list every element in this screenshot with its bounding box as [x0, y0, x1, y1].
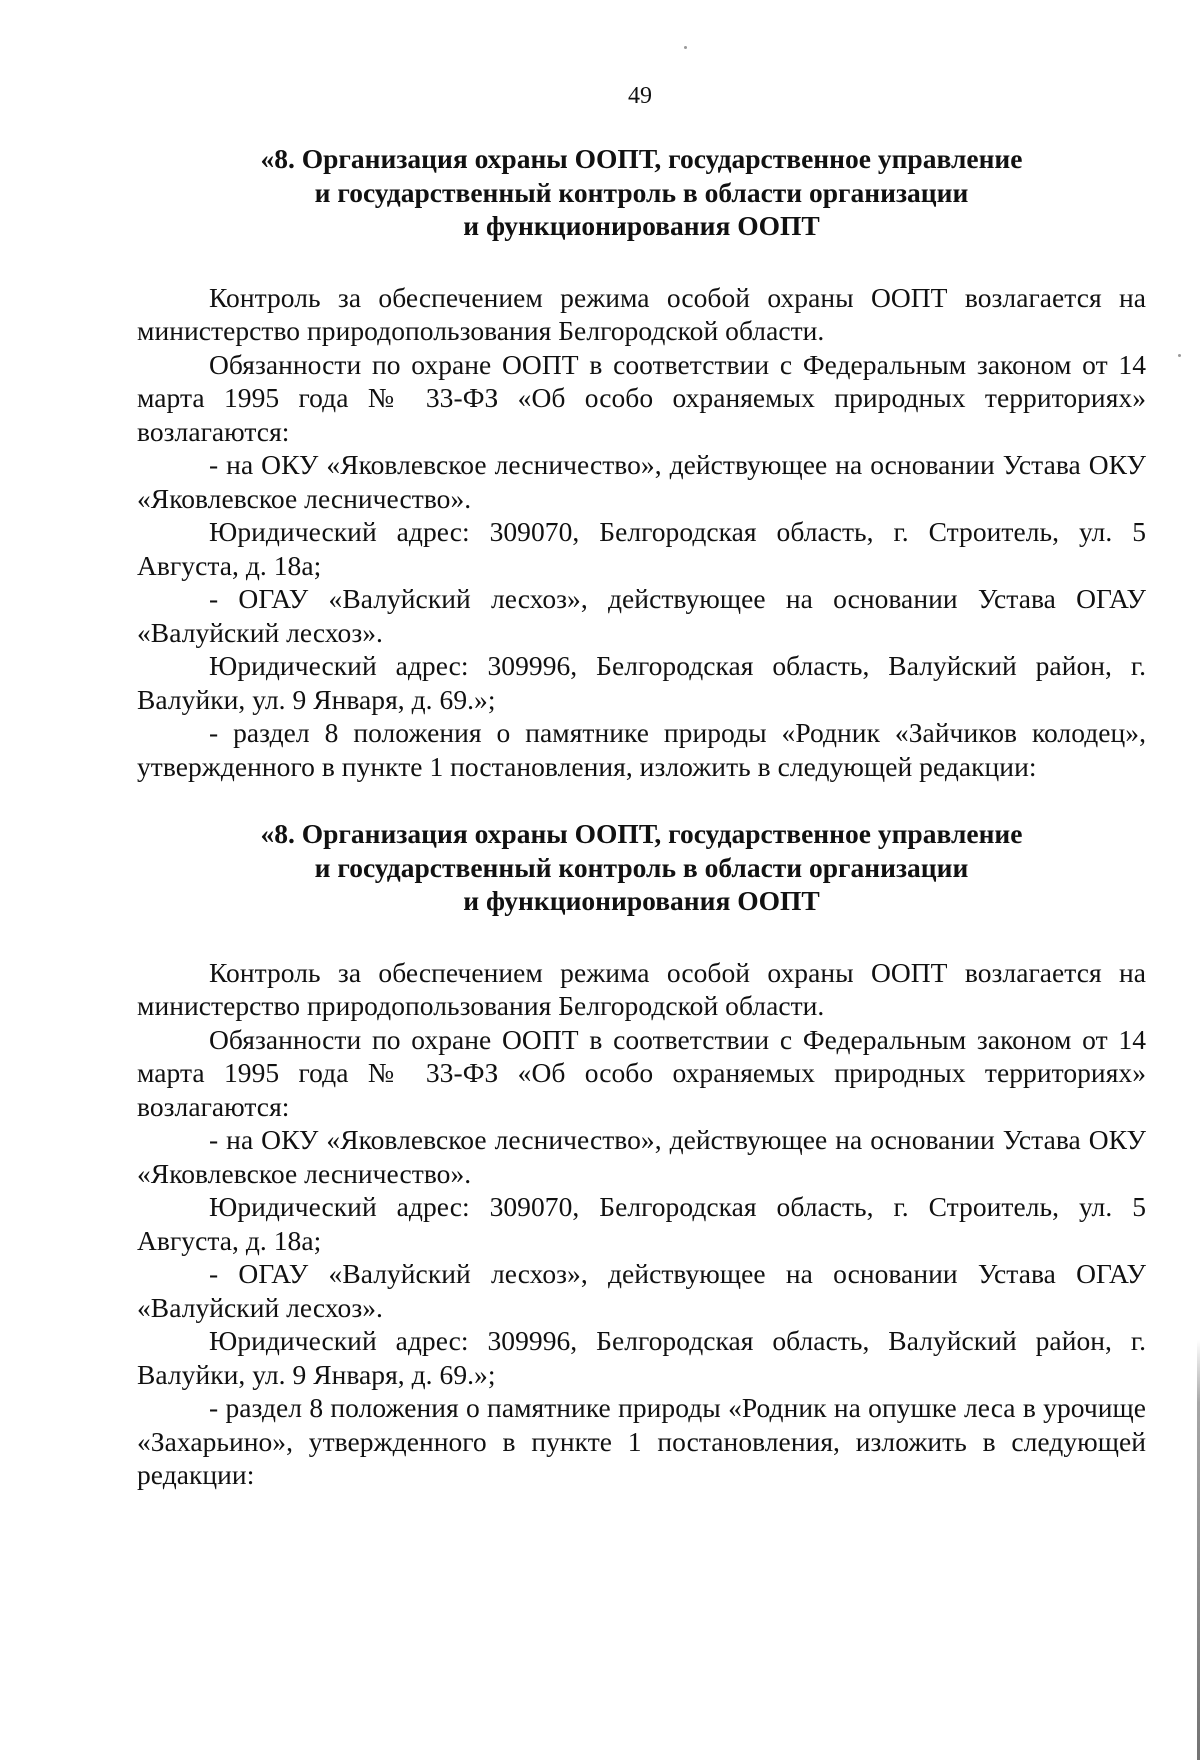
- paragraph: Юридический адрес: 309996, Белгородская область, Валуйский район, г. Валуйки, ул. 9 Января, д. 69.»;: [137, 1325, 1146, 1390]
- paragraph: Контроль за обеспечением режима особой охраны ООПТ возлагается на министерство природопользования Белгородской области.: [137, 281, 1146, 346]
- scan-speck: [684, 46, 687, 49]
- paragraph: Обязанности по охране ООПТ в соответствии с Федеральным законом от 14 марта 1995 года № 33-ФЗ «Об особо охраняемых природных территориях» возлагаются:: [137, 1023, 1146, 1122]
- heading-line: и функционирования ООПТ: [463, 885, 820, 916]
- paragraph: Юридический адрес: 309070, Белгородская область, г. Строитель, ул. 5 Августа, д. 18а;: [137, 1191, 1146, 1256]
- heading-line: и государственный контроль в области организации: [314, 176, 969, 208]
- section-1: [137, 142, 1146, 783]
- section-heading: [137, 142, 1146, 243]
- paragraph: Юридический адрес: 309070, Белгородская область, г. Строитель, ул. 5 Августа, д. 18а;: [137, 516, 1146, 581]
- paragraph: Обязанности по охране ООПТ в соответствии с Федеральным законом от 14 марта 1995 года № 33-ФЗ «Об особо охраняемых природных территориях» возлагаются:: [137, 348, 1146, 447]
- page-number: 49: [628, 83, 652, 109]
- paragraph: - на ОКУ «Яковлевское лесничество», действующее на основании Устава ОКУ «Яковлевское лесничество».: [137, 449, 1146, 514]
- section-heading: [137, 817, 1146, 918]
- scan-speck: [1178, 354, 1181, 357]
- heading-line: «8. Организация охраны ООПТ, государственное управление: [260, 143, 1023, 174]
- section-2: [137, 817, 1146, 1492]
- paragraph: - раздел 8 положения о памятнике природы «Родник на опушке леса в урочище «Захарьино», утвержденного в пункте 1 постановления, изложить в следующей редакции:: [137, 1392, 1146, 1490]
- paragraph: - на ОКУ «Яковлевское лесничество», действующее на основании Устава ОКУ «Яковлевское лесничество».: [137, 1124, 1146, 1189]
- paragraph: Контроль за обеспечением режима особой охраны ООПТ возлагается на министерство природопользования Белгородской области.: [137, 956, 1146, 1021]
- heading-line: и функционирования ООПТ: [463, 210, 820, 241]
- paragraph: - ОГАУ «Валуйский лесхоз», действующее на основании Устава ОГАУ «Валуйский лесхоз».: [137, 1258, 1146, 1323]
- heading-line: и государственный контроль в области организации: [314, 851, 969, 883]
- paragraph: Юридический адрес: 309996, Белгородская область, Валуйский район, г. Валуйки, ул. 9 Января, д. 69.»;: [137, 650, 1146, 715]
- heading-line: «8. Организация охраны ООПТ, государственное управление: [260, 818, 1023, 849]
- paragraph: - ОГАУ «Валуйский лесхоз», действующее на основании Устава ОГАУ «Валуйский лесхоз».: [137, 583, 1146, 648]
- paragraph: - раздел 8 положения о памятнике природы «Родник «Зайчиков колодец», утвержденного в пункте 1 постановления, изложить в следующей редакции:: [137, 717, 1146, 782]
